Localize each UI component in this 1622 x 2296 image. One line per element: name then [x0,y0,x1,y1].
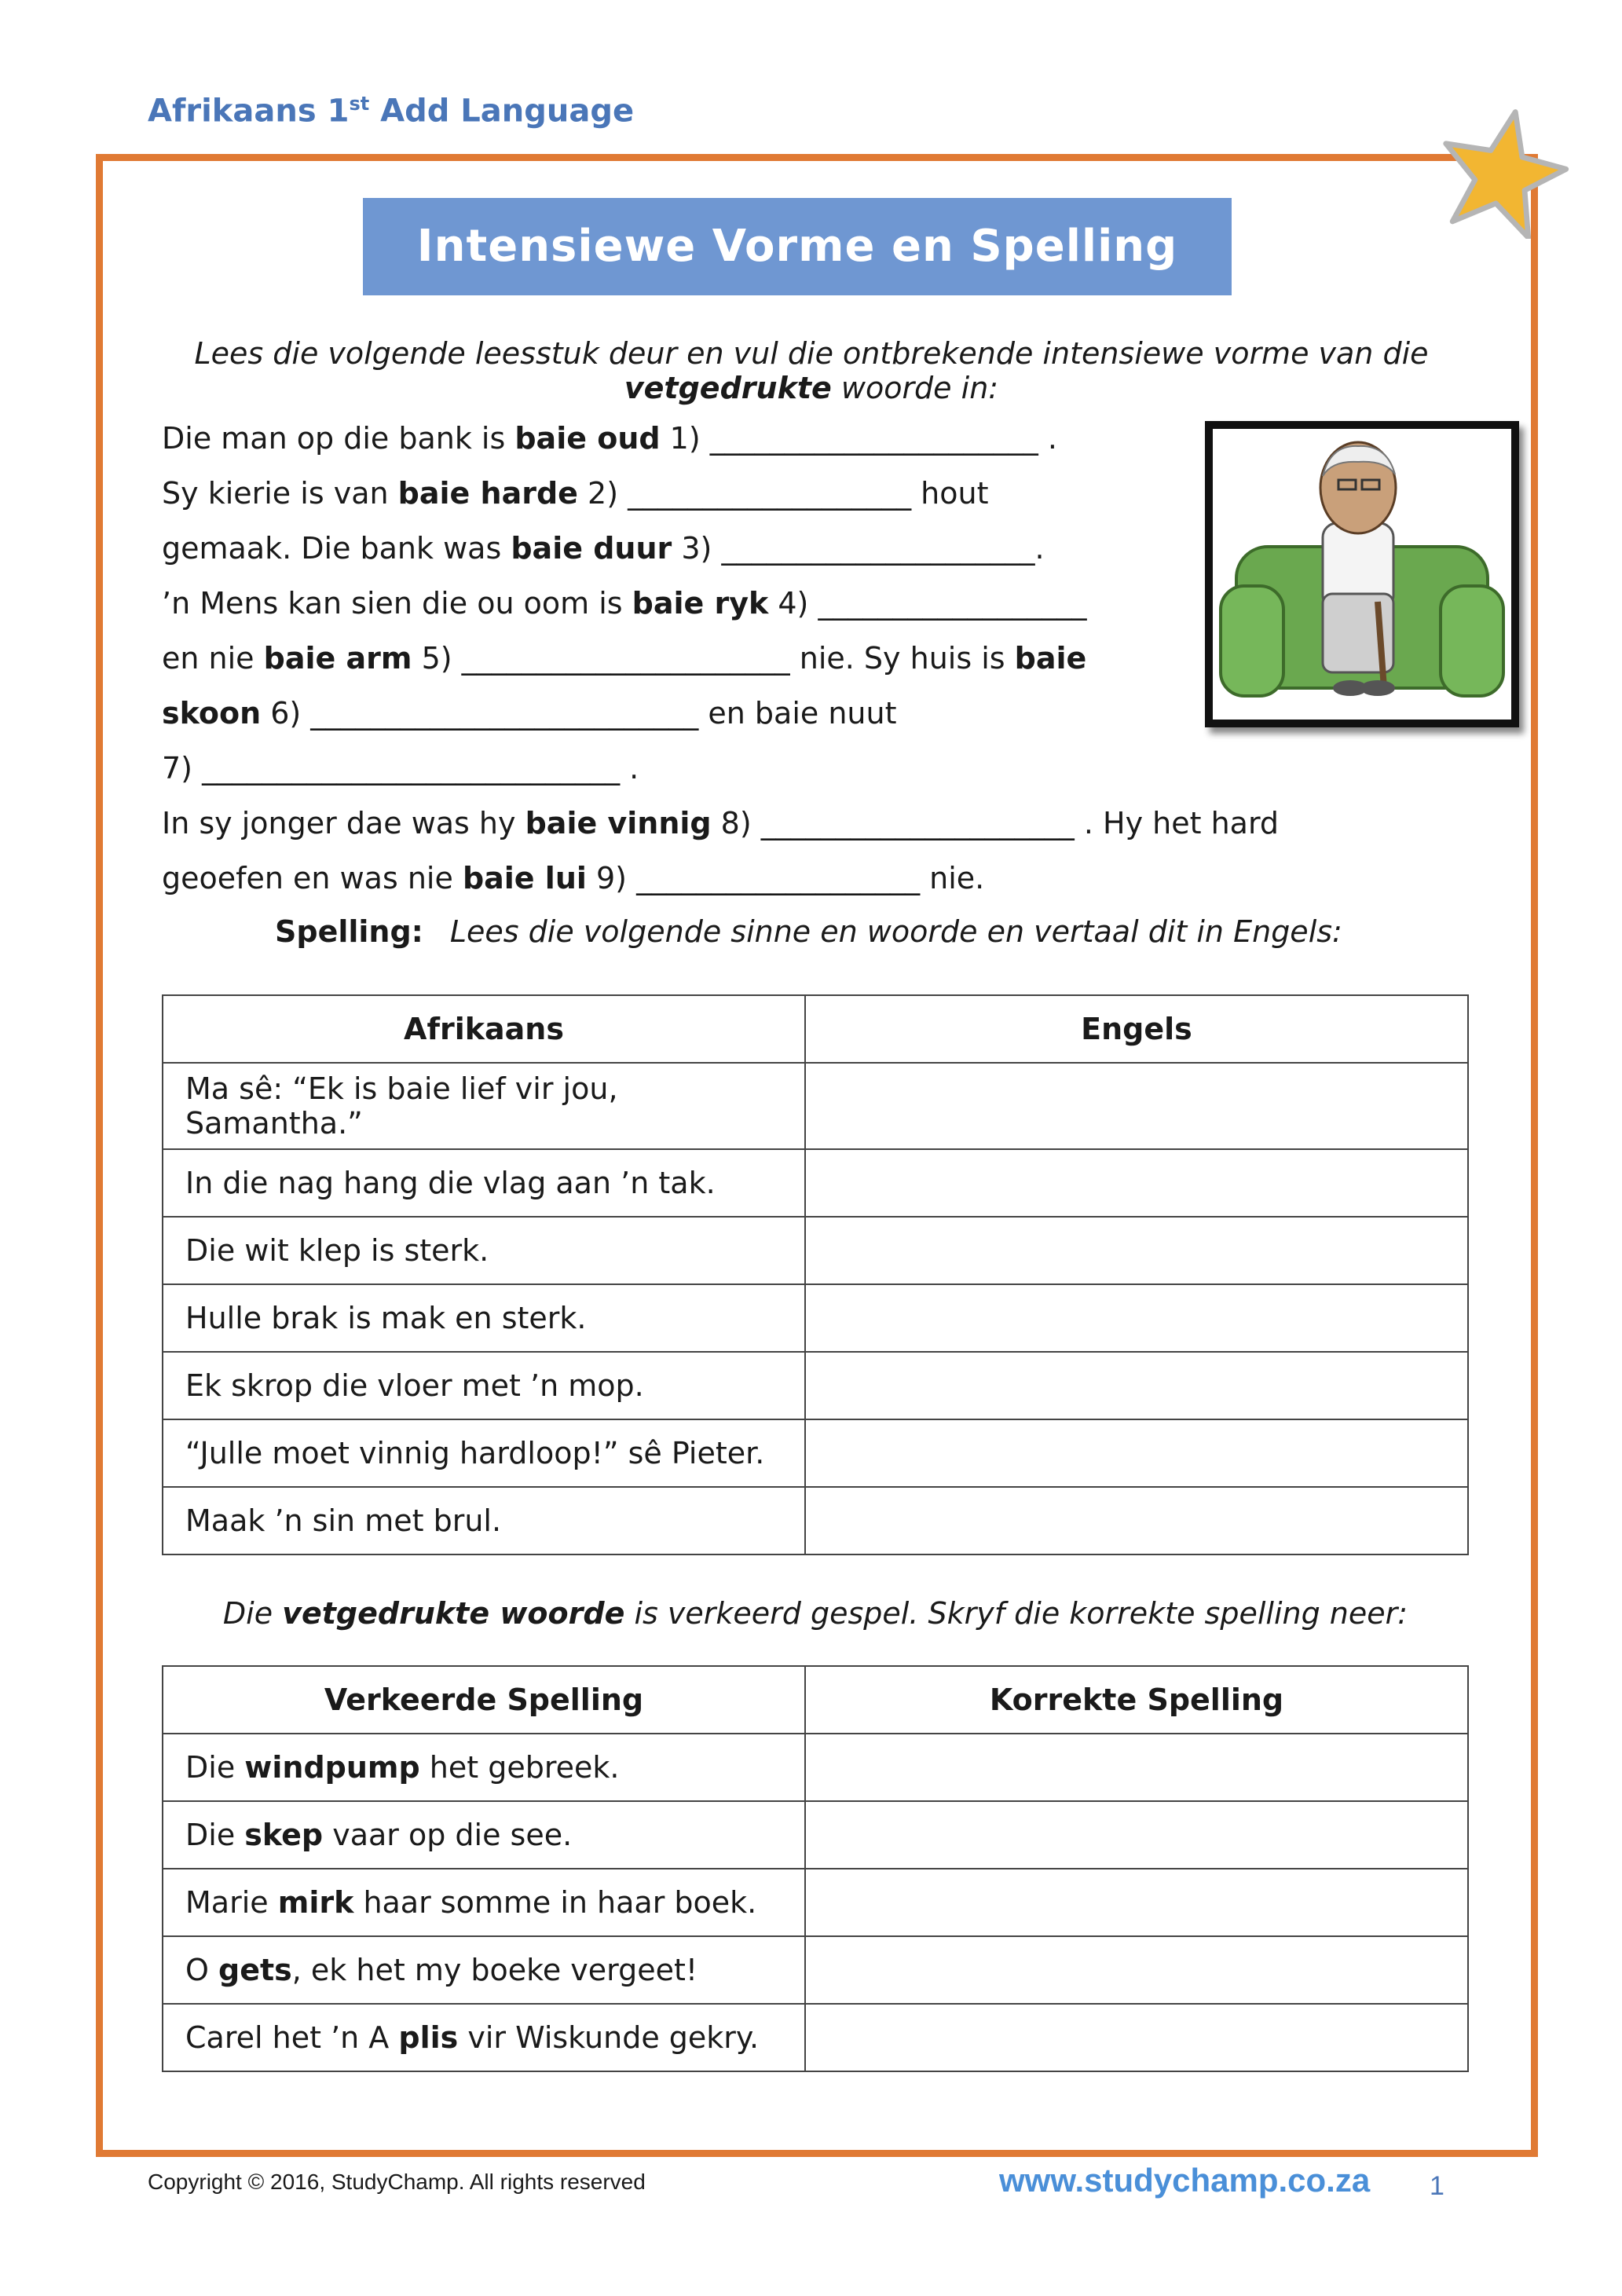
english-answer-cell[interactable] [805,1284,1468,1352]
afrikaans-cell: Ma sê: “Ek is baie lief vir jou, Samantha.” [163,1063,805,1149]
english-answer-cell[interactable] [805,1487,1468,1554]
afrikaans-cell: Maak ’n sin met brul. [163,1487,805,1554]
star-icon [1436,105,1569,239]
subject-header: Afrikaans 1st Add Language [148,93,635,130]
afrikaans-cell: “Julle moet vinnig hardloop!” sê Pieter. [163,1419,805,1487]
correction-table [162,1665,1469,2072]
table-row [163,1063,1468,1149]
spelling-instruction: Spelling: Lees die volgende sinne en woorde en vertaal dit in Engels: [275,914,1342,949]
english-answer-cell[interactable] [805,1217,1468,1284]
passage-line: skoon 6) __________________________ en baie nuut [162,696,897,731]
page-title: Intensiewe Vorme en Spelling [363,198,1232,295]
wrong-spelling-cell: O gets, ek het my boeke vergeet! [163,1936,805,2004]
wrong-spelling-cell: Die skep vaar op die see. [163,1801,805,1869]
passage-line: gemaak. Die bank was baie duur 3) _____________________. [162,531,1045,566]
table-row [163,1419,1468,1487]
table-header: Engels [805,995,1468,1063]
translation-table [162,994,1469,1555]
copyright-notice: Copyright © 2016, StudyChamp. All rights reserved [148,2170,646,2194]
table-row [163,1217,1468,1284]
table-header: Afrikaans [163,995,805,1063]
wrong-spelling-cell: Marie mirk haar somme in haar boek. [163,1869,805,1936]
table-header: Verkeerde Spelling [163,1666,805,1734]
table-row [163,1352,1468,1419]
reading-instruction: Lees die volgende leesstuk deur en vul die ontbrekende intensiewe vorme van die vetgedrukte woorde in: [194,336,1429,405]
website-link[interactable]: www.studychamp.co.za [999,2162,1371,2199]
english-answer-cell[interactable] [805,1352,1468,1419]
afrikaans-cell: Ek skrop die vloer met ’n mop. [163,1352,805,1419]
english-answer-cell[interactable] [805,1419,1468,1487]
old-man-icon [1213,429,1511,720]
passage-line: Die man op die bank is baie oud 1) ______________________ . [162,421,1057,456]
table-row [163,1149,1468,1217]
page-number: 1 [1430,2171,1444,2201]
table-row [163,1869,1468,1936]
wrong-spelling-cell: Carel het ’n A plis vir Wiskunde gekry. [163,2004,805,2071]
english-answer-cell[interactable] [805,1063,1468,1149]
correction-instruction: Die vetgedrukte woorde is verkeerd gespel. Skryf die korrekte spelling neer: [222,1596,1408,1631]
table-row [163,1487,1468,1554]
wrong-spelling-cell: Die windpump het gebreek. [163,1734,805,1801]
correct-spelling-answer-cell[interactable] [805,1734,1468,1801]
afrikaans-cell: In die nag hang die vlag aan ’n tak. [163,1149,805,1217]
table-row [163,1801,1468,1869]
passage-line: en nie baie arm 5) ______________________ nie. Sy huis is baie [162,641,1087,676]
passage-line: In sy jonger dae was hy baie vinnig 8) _____________________ . Hy het hard [162,806,1280,840]
table-row [163,1284,1468,1352]
english-answer-cell[interactable] [805,1149,1468,1217]
table-header: Korrekte Spelling [805,1666,1468,1734]
correct-spelling-answer-cell[interactable] [805,1936,1468,2004]
correct-spelling-answer-cell[interactable] [805,1801,1468,1869]
table-row [163,1936,1468,2004]
passage-line: ’n Mens kan sien die ou oom is baie ryk 4) __________________ [162,586,1087,621]
correct-spelling-answer-cell[interactable] [805,1869,1468,1936]
afrikaans-cell: Hulle brak is mak en sterk. [163,1284,805,1352]
passage-line: Sy kierie is van baie harde 2) ___________________ hout [162,476,989,511]
table-row [163,2004,1468,2071]
passage-line: 7) ____________________________ . [162,751,639,785]
afrikaans-cell: Die wit klep is sterk. [163,1217,805,1284]
table-row [163,1734,1468,1801]
passage-line: geoefen en was nie baie lui 9) ___________________ nie. [162,861,985,895]
old-man-on-couch-illustration [1205,421,1519,727]
correct-spelling-answer-cell[interactable] [805,2004,1468,2071]
